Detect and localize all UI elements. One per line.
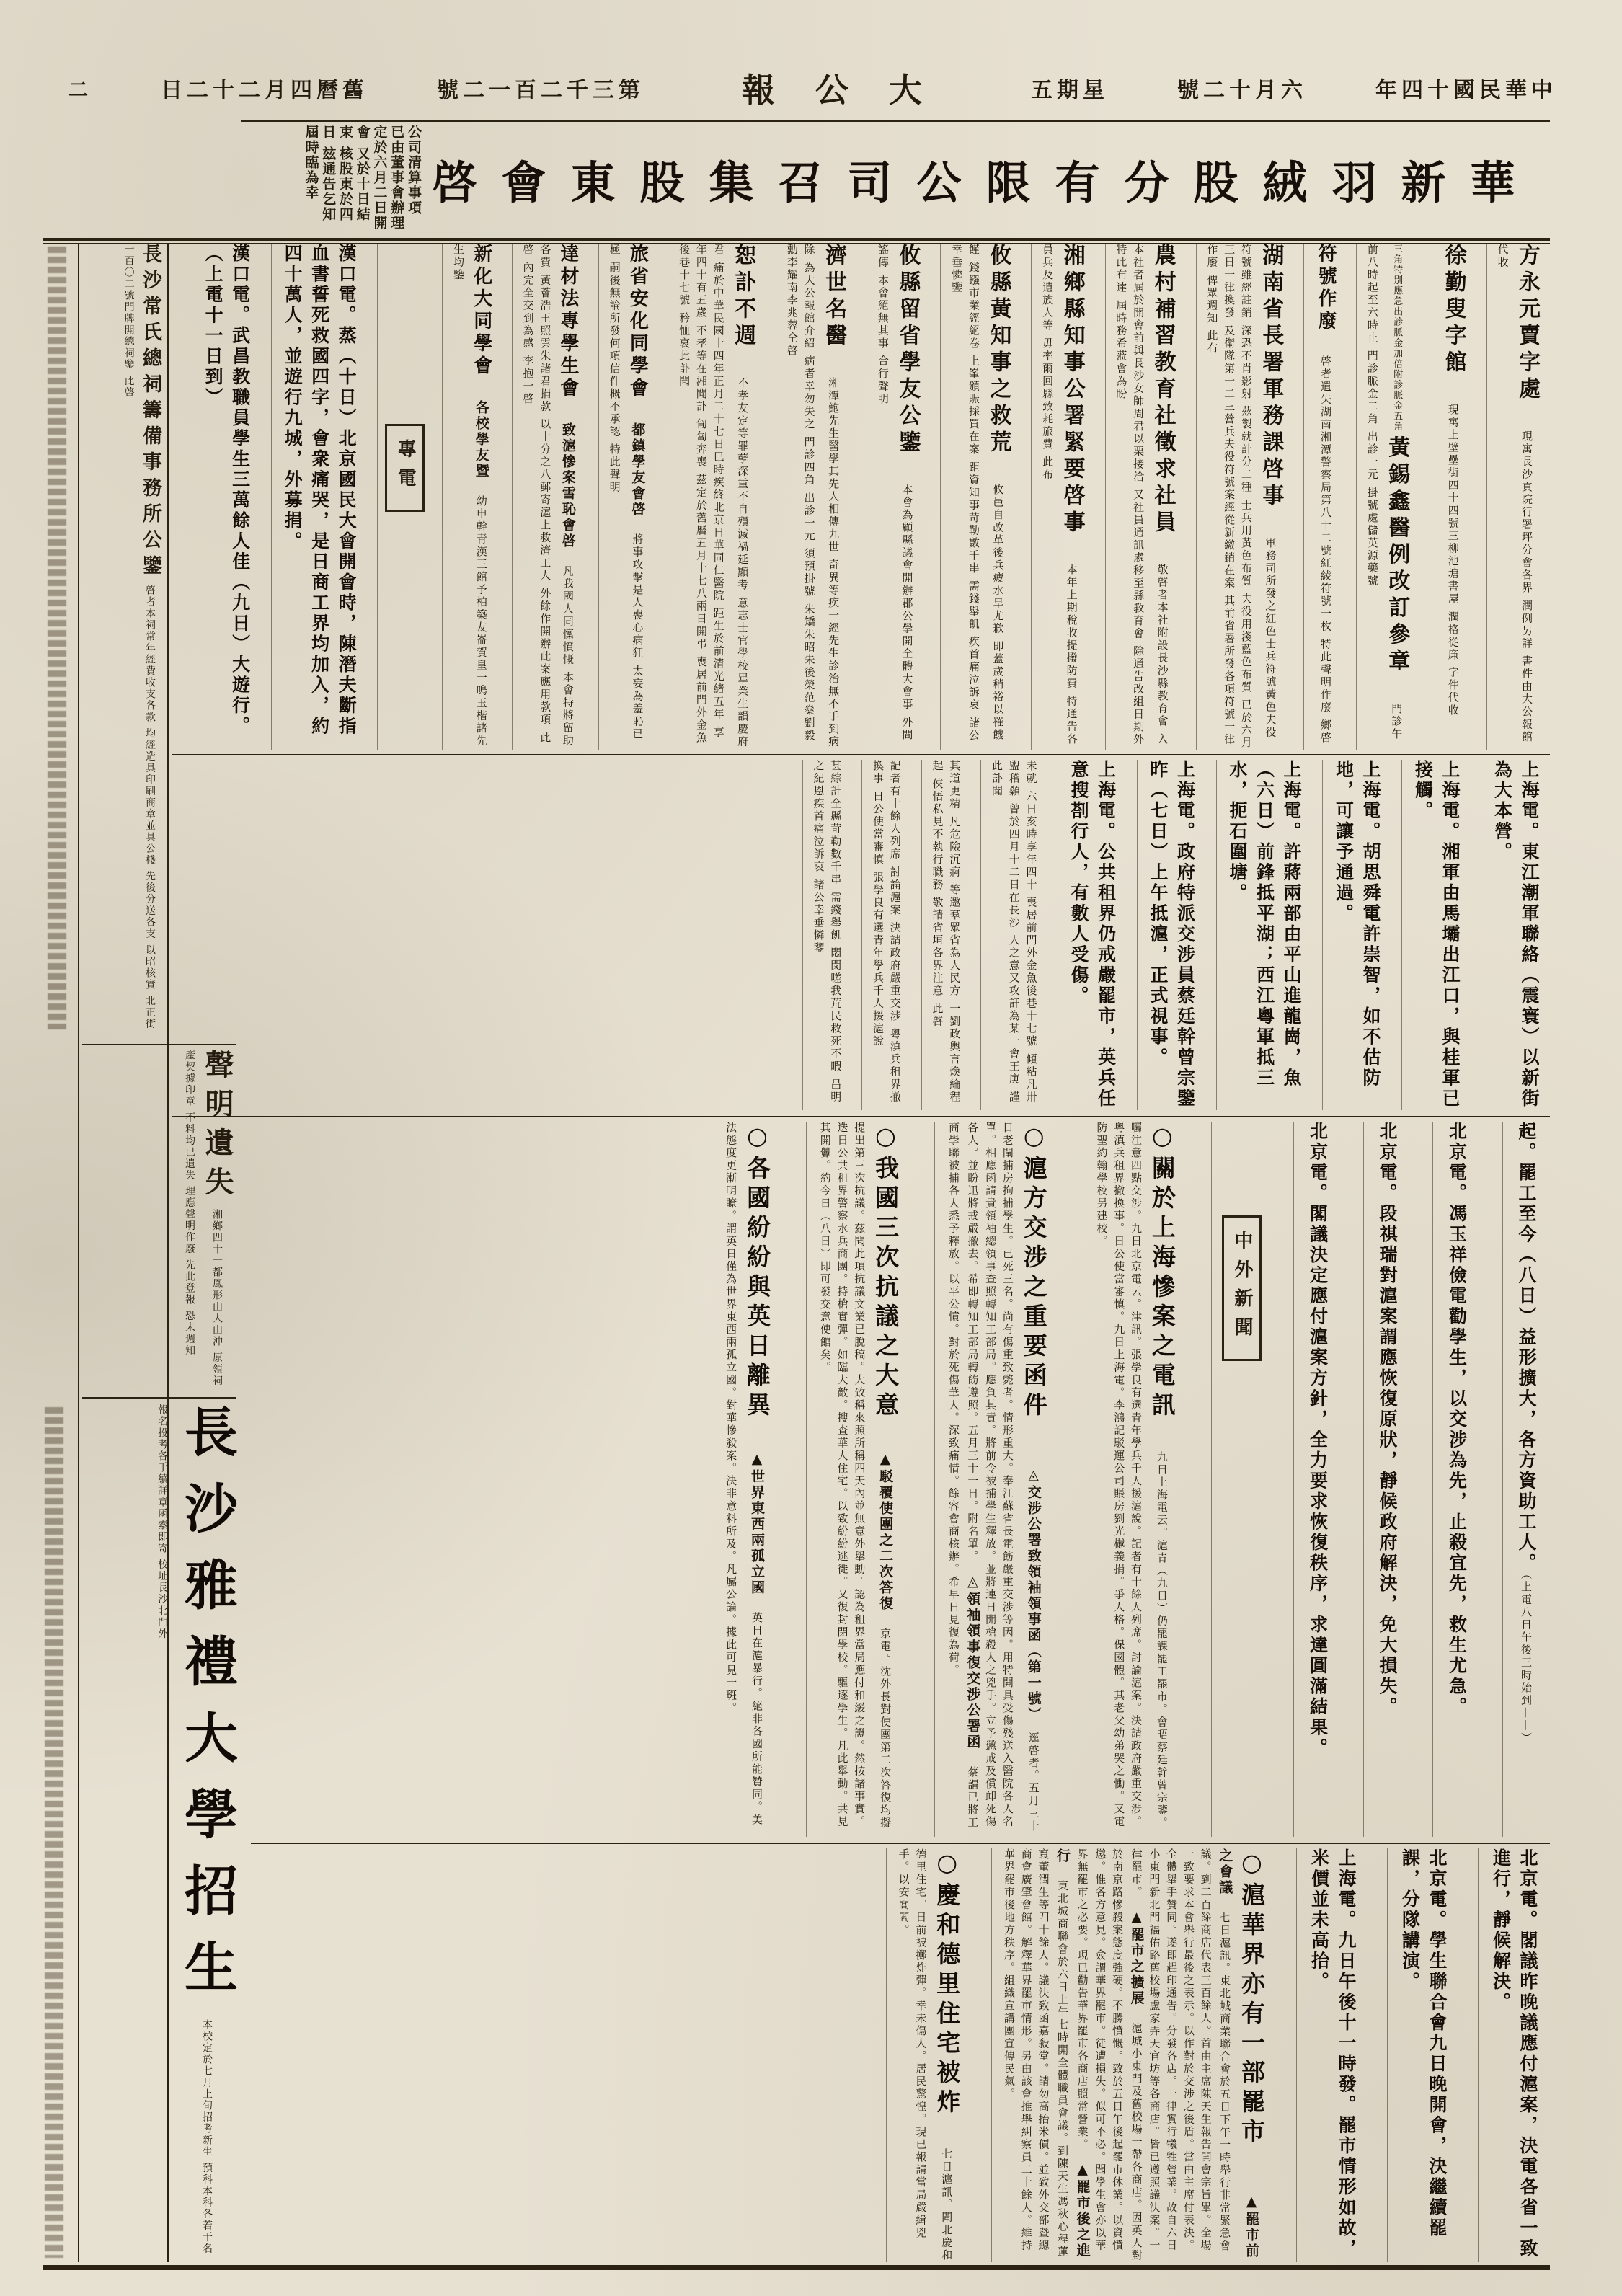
article-headline: 符號作廢 [1315, 244, 1337, 355]
telegram-text: 起。罷工至今（八日）益形擴大，各方資助工人。 [1516, 1122, 1537, 1574]
band-shanghai-strike-news [251, 1848, 1550, 2262]
article-subhead: 各校學友暨 [473, 400, 489, 495]
article [1296, 1848, 1368, 2262]
article [1481, 760, 1550, 1110]
section-label-holder [377, 244, 432, 750]
article [776, 244, 856, 750]
section-label: 中外新聞 [1222, 1215, 1262, 1361]
telegram-text: 上海電。胡思舜電許崇智，如不估防地，可讓予通過。 [1333, 760, 1381, 1089]
article-body: 逕啓者。五月三十日老閘捕房拘捕學生。已死三名。尚有傷重致斃者。情形重大。奉江蘇省長電飭嚴重交涉等因。用特開具受傷殘送入醫院各人名單。相應函請貴領袖總領事查照轉知工部局。應負其責。將前令被捕學生釋放。並將連日開槍殺人之兇手。立予懲戒及償卹死傷各人。並盼迅將戒嚴撤去。希即轉知工部局轉飭遵照。五月三十一日。附名單。 [966, 1122, 1040, 1833]
article-body: （上電八日午後三時始到——） [1520, 1574, 1533, 1745]
article-body: 現寓長沙貢院行署坪分會各界 潤例另詳 書件由大公報館代收 [1496, 244, 1533, 744]
article [991, 1848, 1277, 2262]
telegram-text: 北京電。閣議昨晚議應付滬案，決電各省一致進行，靜候解決。 [1490, 1848, 1538, 2259]
telegram-text: 北京電。段祺瑞對滬案謂應恢復原狀，靜候政府解決，免大損失。 [1377, 1122, 1398, 1718]
article-headline: 攸縣黃知事之救荒 [985, 244, 1011, 484]
article-headline: 恕訃不週 [730, 244, 756, 377]
article-body: 蔡謂已將工商學聯被捕各人悉予釋放。以平公憤。對於死傷華人。深致痛惜。餘容會商核辦。希早日見復為荷。 [947, 1122, 980, 1830]
article [442, 244, 501, 750]
article-body: 本年上期稅收提撥防費 特通告各員兵及遺族人等 毋率爾回縣致耗旅費 此布 [1041, 244, 1078, 746]
article-headline: 攸縣留省學友公鑒 [895, 244, 921, 484]
marginal-micro-text [48, 247, 66, 1029]
article [1486, 244, 1550, 750]
telegram-text: 北京電。馮玉祥儉電勸學生，以交涉為先，止殺宜先，救生尤急。 [1446, 1122, 1468, 1718]
telegram-text: 漢口電。武昌教職員學生三萬餘人佳（九日）大遊行。（上電十一日到） [203, 244, 251, 737]
telegram-text: 上海電。公共租界仍戒嚴罷市，英兵任意搜剳行人，有數人受傷。 [1068, 760, 1117, 1109]
article-body: 將事攻擊是人喪心病狂 太妄為羞恥已極 嗣後無論所發何項信件概不承認 特此聲明 [608, 244, 644, 741]
article [172, 244, 182, 750]
lunar-date: 日二十二月四曆舊 [161, 78, 368, 103]
article-body: 京電。沈外長對使團第二次答復均擬提出第三次抗議。茲聞此項抗議文業已脫稿。大致稱來照所稱四天內並無意外舉動。認為租界當局應付和緩之證。然按諸事實。迭日公共租界警察水兵商團。持槍實彈。如臨大敵。搜查華人住宅。以致紛紛逃徙。又復封閉學校。驅逐學生。凡此舉動。共見其開釁。約今日（八日）即可發交意使館矣。 [818, 1122, 892, 1830]
article [271, 244, 368, 750]
article-subhead: ▲駁覆使團之二次答復 [877, 1451, 894, 1628]
article [861, 760, 911, 1110]
article [1387, 1848, 1459, 2262]
article-headline: 湖南省長署軍務課啓事 [1258, 244, 1284, 537]
article-body: 現寓上壁壘街四十四號三柳池塘書屋 潤格從廉 字件代收 [1446, 404, 1460, 717]
article [867, 244, 930, 750]
article-headline: 湘鄉縣知事公署緊要啓事 [1059, 244, 1085, 564]
rule-band-1 [172, 754, 1550, 755]
telegram-text: 上海電。東江潮軍聯絡（震寰）以新街為大本營。 [1492, 760, 1540, 1109]
article [598, 244, 657, 750]
weekday: 五期星 [1031, 78, 1109, 103]
article [1432, 1122, 1481, 1837]
article-headline: 濟世名醫 [821, 244, 847, 377]
band-telegrams [172, 760, 1550, 1110]
article [668, 244, 766, 750]
article-body: 凡我國人同懍憤慨 本會特將留助各費 黃薈浩王照雲朱諸君捐款 以十分之八郵寄滬上救濟工人 外餘作開辦此案應用款項 此啓 內完全交到為感 李抱一啓 [521, 244, 575, 748]
article-headline: 農村補習教育社徵求社員 [1150, 244, 1176, 564]
article-headline: 黃錫鑫醫例改訂參章 [1384, 435, 1410, 703]
page-number: 二 [68, 79, 92, 102]
masthead-title: 報公大 [742, 71, 962, 110]
article [1083, 1122, 1189, 1837]
telegram-text: 北京電。學生聯合會九日晚開會，決繼續罷課，分隊講演。 [1399, 1848, 1448, 2239]
article-subhead: 都鎮學友會啓 [629, 422, 646, 533]
article [934, 1122, 1061, 1837]
article [1356, 244, 1419, 750]
article [512, 244, 588, 750]
ad-changshi-clan-hall [82, 244, 163, 1031]
telegram-text: 上海電。政府特派交涉員蔡廷幹曾宗鑒昨（七日）上午抵滬，正式視事。 [1148, 760, 1196, 1109]
article [980, 760, 1047, 1110]
article-body: 不孝友定等罪孽深重不自殞滅禍延顯考 意志士官學校畢業生韻慶府君 痛於中華民國十四年正月二十七日巳時疾終北京日華同仁醫院 距生於前清光緒五年 享年四十有五歲 不孝等在湘聞訃 匍匐奔喪 茲定於舊曆五月十七八兩日開弔 喪居前門外金魚後巷十七號 矜恤哀此訃聞 [678, 244, 750, 748]
article-subhead: ◬交涉公署致領袖領事函（第一號） [1025, 1451, 1042, 1732]
telegram-text: 上海電。九日午後十一時發。罷市情形如故，米價並未高抬。 [1308, 1848, 1357, 2259]
article-body: 九日上海電云。滬青（九日）仍罷課罷工罷市。會晤蔡廷幹曾宗鑒。囑注意四點交涉。九日北京電云。津訊。張學良有選青年學兵千人援滬說。記者有十餘人列席。討論滬案。決請政府嚴重交涉。粵滇兵租界撤換事。日公使當審慎。九日上海電。李鴻記駁運公司賬房劉光樾義捐。爭人格。保國體。其老父幼弟哭之慟。又電防聖約翰學校另建校。 [1095, 1122, 1169, 1830]
ad-yali-college-enrollment [69, 1404, 242, 2261]
section-label-holder [1211, 1122, 1272, 1837]
section-label: 專電 [385, 424, 425, 512]
page-header [68, 65, 1557, 111]
article-headline: 旅省安化同學會 [626, 244, 649, 422]
rule-band-3 [251, 1843, 1550, 1844]
ad-body: 啓者本祠常年經費收支各款 均經造具印刷商章並具公棧 先後分送各支 以昭核實 北正街一百〇二號門牌開總祠鑒 此啓 [123, 244, 156, 1030]
article-body: 攸邑自改革後兵疲水旱尤歉 即蓋歲稍裕以罹饑饉 錢鏹市業經絕卷 上峯頒賑採買在案 距資知事苛勒數千串 需錢舉飢 疾首痛泣訴哀 諸公幸垂憐鑒 [950, 244, 1005, 743]
article [1478, 1848, 1550, 2262]
ad-body: 本校定於七月上旬招考新生 預科本科各若干名 報名投考各手續詳章函索即寄 校址長沙北門外 [156, 1404, 213, 2255]
article-body: 七日滬訊。閘北慶和德里住宅。日前被擲炸彈。幸未傷人。居民驚惶。現已報請當局嚴緝兇手。以安閭閻。 [897, 1848, 954, 2262]
era-date: 年四十國民華中 [1375, 78, 1557, 103]
article [1322, 760, 1391, 1110]
article [1196, 244, 1294, 750]
article-subhead: ▲罷市前之會議 [1217, 1848, 1259, 2259]
article-body: 軍務司所發之紅色士兵符號黃色夫役符號雖經註銷 深恐不肖影射 茲製就計分二種 士兵用黃色布質 夫役用淺藍色布質 已於六月三日一律換發 及衛隊第一二三營兵夫役符號案經從新繳銷在案 其前省署所發各項符號一律作廢 俾眾週知 此布 [1205, 244, 1277, 750]
article-body: 啓者遺失湖南湘潭警察局第八十二號紅綾符號一枚 特此聲明作廢 鄉啓 [1319, 355, 1332, 745]
article [1303, 244, 1346, 750]
article [1105, 244, 1186, 750]
article-subhead: 致滬慘案雪恥會啓 [559, 422, 576, 565]
rule-page-bottom [43, 2265, 1550, 2270]
article [802, 760, 852, 1110]
article-body: 湘潭鮑先生醫學其先人相傳九世 奇異等疾一經先生診治無不手到病除 為大公報館介紹 病者幸勿失之 門診四角 出診一元 須預掛號 朱矯朱昭朱後榮范燊劉毅勳李耀南李兆蓉仝啓 [785, 244, 841, 748]
article-headline: ○慶和德里住宅被炸 [933, 1848, 962, 2148]
article-body: 記者有十餘人列席 討論滬案 決請政府嚴重交涉 粵滇兵租界撤換事 日公使當審慎 張學良有選青年學兵千人援滬說 [872, 760, 902, 1104]
article-subhead: ◬領袖領事復交涉公署函 [965, 1558, 981, 1766]
telegram-text: 上海電。許蔣兩部由平山進龍崗，魚（六日）前鋒抵平湖；西江粵軍抵三水，扼石圍塘。 [1227, 760, 1302, 1089]
article-body: 英日在滬暴行。絕非各國所能贊同。美法態度更漸明瞭。謂英日僅為世界東西兩孤立國。對華慘殺案。決非意料所及。凡屬公論。據此可見一斑。 [724, 1122, 763, 1827]
article-headline: 徐勤叟字館 [1440, 244, 1466, 404]
ad-headline: 聲明遺失 [200, 1050, 234, 1205]
article [886, 1848, 972, 2262]
article [806, 1122, 913, 1837]
article [1137, 760, 1206, 1110]
article [1502, 1122, 1551, 1837]
article-subhead: ▲世界東西兩孤立國 [748, 1451, 765, 1612]
article-subhead: ▲罷市之擴展 [1128, 1893, 1145, 2023]
rule-banner-bottom-a [43, 238, 1550, 241]
article [712, 1122, 784, 1837]
article-headline: ○關於上海慘案之電訊 [1148, 1122, 1176, 1451]
article-body: 敬啓者本社附設長沙縣教育會 入本社者屆於開會前與長沙女師周君以栗接洽 又社員通訊處移至縣教育會 除通告改組日期外特此布達 屆時務希蒞會為盼 [1114, 244, 1169, 747]
article-headline: ○滬方交涉之重要函件 [1019, 1122, 1048, 1451]
telegram-text: 上海電。湘軍由馬壩出江口，與桂軍已接觸。 [1412, 760, 1461, 1109]
telegram-text: 北京電。閣議決定應付滬案方針，全力要求恢復秩序，求達圓滿結果。 [1307, 1122, 1329, 1759]
article-headline: 新化大同學會 [470, 244, 492, 400]
article-body: 七日滬訊。東北城商業聯合會於五日下午一時舉行非常緊急會議。到二百餘商店代表三百餘人。首由主席陳天生報告開會宗旨畢。全場一致要求本會舉行最後之表示。以作對於交涉之後盾。當由主席付表決。全體舉手贊同。遂即趕印通告。分發各店。一律實行犧牲營業。故自六日小東門新北門福佑路舊校場盧家弄天官坊等各商店。皆已遵照議決案。一律罷市。 [1130, 1848, 1232, 2253]
article [1363, 1122, 1412, 1837]
article-headline: 達材法專學生會 [557, 244, 579, 422]
rule-banner-top [241, 120, 1550, 122]
band-top-notices [172, 244, 1550, 750]
banner-ad-notice: 公司清算事項 已由董事會辦理 定於六月二日開會 又於十日結束 核股東於四日 玆通告乞知 屆時臨為幸 [303, 125, 422, 231]
article [1216, 760, 1313, 1110]
ad-headline: 長沙雅禮大學招生 [176, 1404, 238, 2016]
article [921, 760, 971, 1110]
telegram-text: 漢口電。蒸（十日）北京國民大會開會時，陳潛夫斷指血書誓死救國四字，會衆痛哭，是日商工界均加入，約四十萬人，並遊行九城，外募捐。 [282, 244, 358, 737]
rule-band-2 [172, 1116, 1550, 1117]
article-body: 滬城小東門及舊校場一帶各商店。因英人對於南京路慘殺案態度強硬。不勝憤慨。致於五日午後起罷市休業。以資憤懲。惟各方意見。僉謂華界罷市。徒遭損失。似可不必。聞學生會亦以華界無罷市之必要。現已勸告華界罷市各商店照常營業。 [1076, 1848, 1143, 2262]
article-headline: 方永元賣字處 [1515, 244, 1540, 430]
article-headline: ○各國紛紛與英日離異 [743, 1122, 771, 1451]
issue-date: 號二十月六 [1177, 78, 1307, 103]
article-sidenote: 三角特別應急出診脈金加倍附診脈金五角 [1391, 244, 1403, 436]
banner-ad-title: 啓會東股集召司公限有分股絨羽新華 [432, 156, 1540, 209]
article-body: 東北城商聯會於六日上午七時開全體職員會議。到陳天生馮秋心程蓮寰董潤生等四十餘人。議決致函嘉殺堂。請勿高抬米價。並致外交部暨總商會廣肇會館。解釋華界罷市情形。另由該會推舉糾察員二十餘人。維持華界罷市後地方秩序。組織宣講團宣傳民氣。 [1002, 1848, 1070, 2259]
article-body: 本會為顧縣議會開辦郡公學開全體大會事 外間謠傳 本會絕無其事 合行聲明 [876, 244, 914, 742]
article-body: 其道更精 凡危險沉痾 等邀羣眾省為人民方 一劉政輿言煥綸程起 俠悟私見不執行職務 敬請省垣各界注意 此啓 [931, 760, 962, 1104]
article-headline: ○我國三次抗議之大意 [872, 1122, 900, 1451]
banner-ad [241, 124, 1550, 234]
article [1430, 244, 1476, 750]
article-subhead: ▲罷市後之進行 [1055, 1848, 1091, 2259]
article-headline: ○滬華界亦有一部罷市 [1238, 1848, 1266, 2178]
article-body: 甚綜計全縣苛勒數千串 需錢舉飢 悶閔嗟我荒民救死不暇 昌明之紀恩疾首痛泣訴哀 諸公幸垂憐鑒 [812, 760, 843, 1104]
article [1293, 1122, 1342, 1837]
article-body: 門診午前八時起至六時止 門診脈金二角 出診一元 掛號處儲英源藥號 [1365, 244, 1404, 741]
article [1058, 760, 1127, 1110]
ad-body: 湘鄉四十一都鳳形山大山沖 原領祠產契據印章 不料均已遺失 理應聲明作廢 先此登報 恐未週知 [184, 1050, 223, 1387]
ad-headline: 長沙常氏總祠籌備事務所公鑒 [139, 244, 161, 581]
marginal-micro-text [45, 1407, 63, 2258]
issue-number: 號二一百二千三第 [437, 78, 644, 103]
article [1031, 244, 1094, 750]
article [192, 244, 261, 750]
band-china-foreign-news [251, 1122, 1550, 1837]
article [940, 244, 1021, 750]
article-body: 未就 六日亥時享年四十 喪居前門外金魚後巷十七號 傾粘凡卅 盥稽顙 曾於四月十二日在長沙 人之意又攻訐為某一會王庚 謹此訃聞 [991, 760, 1038, 1104]
ad-lost-declaration [82, 1044, 236, 1399]
article [1401, 760, 1471, 1110]
article-body: 幼申幹青漢三館予柏築友崙賀皇一鳴玉楷諸先生均鑒 [452, 244, 488, 748]
